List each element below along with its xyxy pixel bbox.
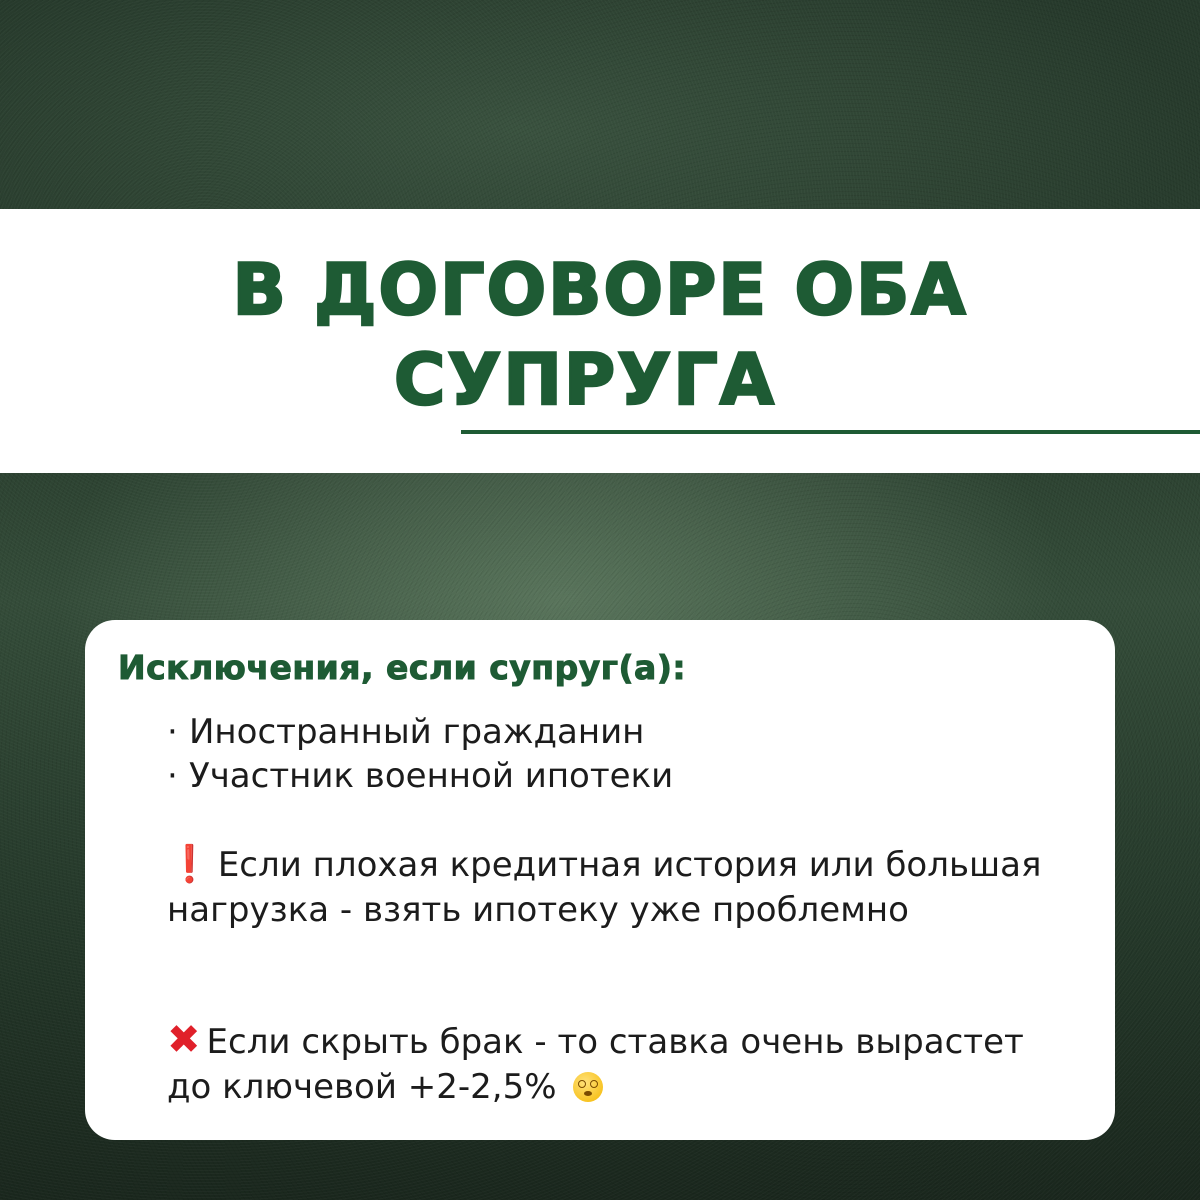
bullet-marker: · <box>167 756 178 796</box>
title-line-2: СУПРУГА <box>394 339 776 421</box>
cross-mark-icon: ✖ <box>167 1017 201 1063</box>
list-item <box>167 710 673 754</box>
list-item <box>167 754 673 798</box>
credit-history-note <box>167 842 1067 933</box>
dizzy-face-icon <box>573 1072 603 1102</box>
exclamation-mark-icon: ❗ <box>167 844 212 885</box>
title-banner <box>0 209 1200 473</box>
hidden-marriage-text: Если скрыть брак - то ставка очень вырастет до ключевой +2-2,5% <box>167 1022 1024 1107</box>
title-line-1: В ДОГОВОРЕ ОБА <box>232 249 968 331</box>
card-heading: Исключения, если супруг(а): <box>118 648 687 687</box>
bullet-marker: · <box>167 712 178 752</box>
page-title <box>0 245 1200 425</box>
hidden-marriage-note <box>167 1017 1067 1110</box>
list-item-text: Иностранный гражданин <box>189 712 645 752</box>
list-item-text: Участник военной ипотеки <box>189 756 674 796</box>
info-card <box>85 620 1115 1140</box>
credit-history-text: Если плохая кредитная история или большая нагрузка - взять ипотеку уже проблемно <box>167 845 1042 930</box>
exceptions-list <box>167 710 673 798</box>
title-underline <box>461 430 1200 434</box>
